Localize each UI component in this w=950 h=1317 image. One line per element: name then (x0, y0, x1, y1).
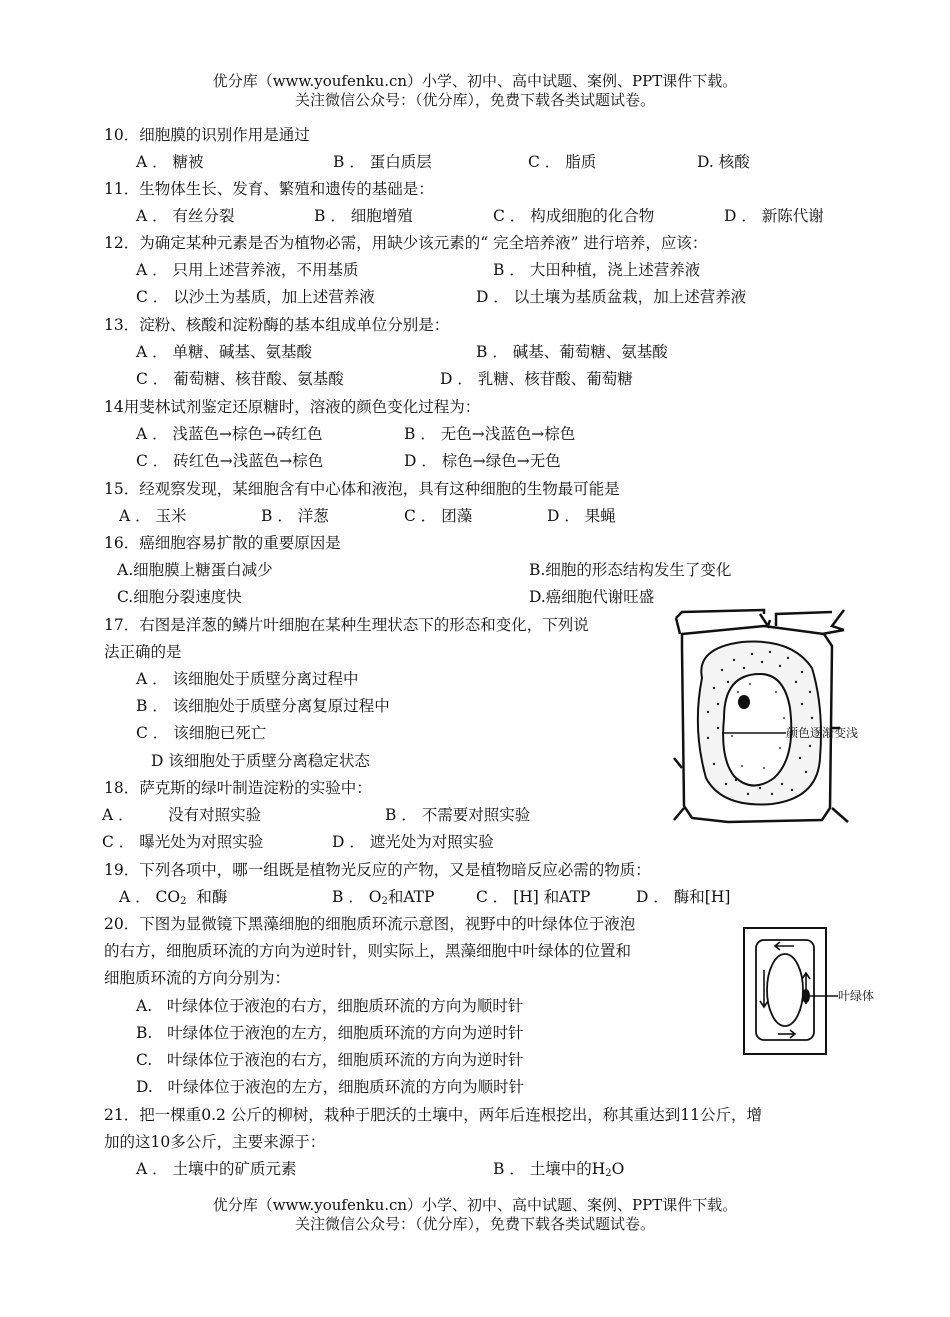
footer-line-1: 优分库（www.youfenku.cn）小学、初中、高中试题、案例、PPT课件下载。 (212, 1196, 738, 1214)
q20-option-b: B. 叶绿体位于液泡的左方，细胞质环流的方向为逆时针 (136, 1024, 524, 1042)
q13-option-c: C ． 葡萄糖、核苷酸、氨基酸 (136, 370, 344, 388)
q18-option-b: B ． 不需要对照实验 (385, 806, 531, 824)
q17-option-b: B ． 该细胞处于质壁分离复原过程中 (136, 697, 390, 715)
q18-stem: 18．萨克斯的绿叶制造淀粉的实验中： (104, 779, 372, 797)
q13-option-b: B ． 碱基、葡萄糖、氨基酸 (476, 343, 668, 361)
q15-option-a: A ． 玉米 (119, 507, 187, 525)
header-line-1: 优分库（www.youfenku.cn）小学、初中、高中试题、案例、PPT课件下载。 (212, 72, 738, 90)
q14-option-b: B ． 无色→浅蓝色→棕色 (404, 425, 576, 443)
q12-option-a: A ． 只用上述营养液，不用基质 (136, 261, 359, 279)
q13-option-a: A ． 单糖、碱基、氨基酸 (136, 343, 313, 361)
q19-option-d: D ． 酶和[H] (636, 888, 731, 906)
q11-stem: 11．生物体生长、发育、繁殖和遗传的基础是： (104, 180, 434, 198)
q14-option-a: A ． 浅蓝色→棕色→砖红色 (136, 425, 323, 443)
q10-option-d: D. 核酸 (697, 153, 750, 171)
q21-option-a: A ． 土壤中的矿质元素 (136, 1160, 297, 1178)
q20-option-d: D. 叶绿体位于液泡的左方，细胞质环流的方向为顺时针 (136, 1078, 525, 1096)
q16-option-a: A.细胞膜上糖蛋白减少 (117, 561, 273, 579)
q19-option-b: B ． $O_2$和ATP (332, 888, 435, 907)
q16-option-d: D.癌细胞代谢旺盛 (529, 588, 655, 606)
header-line-2: 关注微信公众号：（优分库），免费下载各类试题试卷。 (294, 91, 655, 109)
q19-option-a: A ． $CO_2$ 和酶 (119, 888, 228, 907)
q12-option-c: C ． 以沙土为基质，加上述营养液 (136, 288, 375, 306)
q19-option-c: C ． [H] 和ATP (476, 888, 591, 906)
q15-option-b: B ． 洋葱 (261, 507, 329, 525)
q16-stem: 16．癌细胞容易扩散的重要原因是 (104, 534, 341, 552)
q19-stem: 19．下列各项中，哪一组既是植物光反应的产物，又是植物暗反应必需的物质： (104, 861, 651, 879)
q21-option-b: B ． 土壤中的$H_2O$ (493, 1160, 625, 1179)
q17-option-d: D 该细胞处于质壁分离稳定状态 (151, 752, 370, 770)
q18-option-a: A ． 没有对照实验 (102, 806, 262, 824)
q15-option-d: D ． 果蝇 (547, 507, 616, 525)
q20-option-c: C. 叶绿体位于液泡的右方，细胞质环流的方向为逆时针 (136, 1051, 524, 1069)
q16-option-c: C.细胞分裂速度快 (117, 588, 242, 606)
q15-stem: 15．经观察发现，某细胞含有中心体和液泡，具有这种细胞的生物最可能是 (104, 480, 620, 498)
q10-option-b: B ． 蛋白质层 (333, 153, 432, 171)
q21-stem-line-2: 加的这10多公斤，主要来源于： (104, 1133, 326, 1151)
q11-option-d: D ． 新陈代谢 (724, 207, 824, 225)
onion-cell-label: 颜色逐渐变浅 (786, 726, 859, 740)
q13-stem: 13．淀粉、核酸和淀粉酶的基本组成单位分别是： (104, 316, 450, 334)
q20-stem-line-2: 的右方，细胞质环流的方向为逆时针，则实际上，黑藻细胞中叶绿体的位置和 (104, 942, 632, 960)
q16-option-b: B.细胞的形态结构发生了变化 (529, 561, 732, 579)
q14-option-d: D ． 棕色→绿色→无色 (404, 452, 561, 470)
q10-option-a: A ． 糖被 (136, 153, 204, 171)
q18-option-d: D ． 遮光处为对照实验 (332, 833, 494, 851)
q12-stem: 12．为确定某种元素是否为植物必需，用缺少该元素的“ 完全培养液” 进行培养，应该： (104, 234, 708, 252)
q14-stem: 14用斐林试剂鉴定还原糖时，溶液的颜色变化过程为： (104, 398, 481, 416)
q11-option-a: A ． 有丝分裂 (136, 207, 235, 225)
q13-option-d: D ． 乳糖、核苷酸、葡萄糖 (440, 370, 633, 388)
hydrilla-cell-figure (740, 924, 880, 1058)
onion-cell-figure (672, 608, 878, 830)
chloroplast-label: 叶绿体 (838, 989, 875, 1003)
q11-option-b: B ． 细胞增殖 (314, 207, 413, 225)
q17-stem-line-2: 法正确的是 (104, 643, 182, 661)
q15-option-c: C ． 团藻 (404, 507, 473, 525)
footer-line-2: 关注微信公众号：（优分库），免费下载各类试题试卷。 (294, 1215, 655, 1233)
q17-option-c: C ． 该细胞已死亡 (136, 724, 267, 742)
q10-stem: 10．细胞膜的识别作用是通过 (104, 126, 310, 144)
q14-option-c: C ． 砖红色→浅蓝色→棕色 (136, 452, 324, 470)
q18-option-c: C ． 曝光处为对照实验 (102, 833, 264, 851)
q20-stem-line-3: 细胞质环流的方向分别为： (104, 969, 291, 987)
q20-option-a: A. 叶绿体位于液泡的右方，细胞质环流的方向为顺时针 (136, 997, 524, 1015)
q17-option-a: A ． 该细胞处于质壁分离过程中 (136, 670, 359, 688)
q11-option-c: C ． 构成细胞的化合物 (493, 207, 655, 225)
q20-stem-line-1: 20．下图为显微镜下黑藻细胞的细胞质环流示意图，视野中的叶绿体位于液泡 (104, 915, 636, 933)
q17-stem-line-1: 17．右图是洋葱的鳞片叶细胞在某种生理状态下的形态和变化，下列说 (104, 616, 589, 634)
q21-stem-line-1: 21．把一棵重0.2 公斤的柳树，栽种于肥沃的土壤中，两年后连根挖出，称其重达到11公斤，增 (104, 1106, 763, 1124)
q10-option-c: C ． 脂质 (528, 153, 597, 171)
q12-option-d: D ． 以土壤为基质盆栽，加上述营养液 (476, 288, 747, 306)
q12-option-b: B ． 大田种植，浇上述营养液 (493, 261, 701, 279)
